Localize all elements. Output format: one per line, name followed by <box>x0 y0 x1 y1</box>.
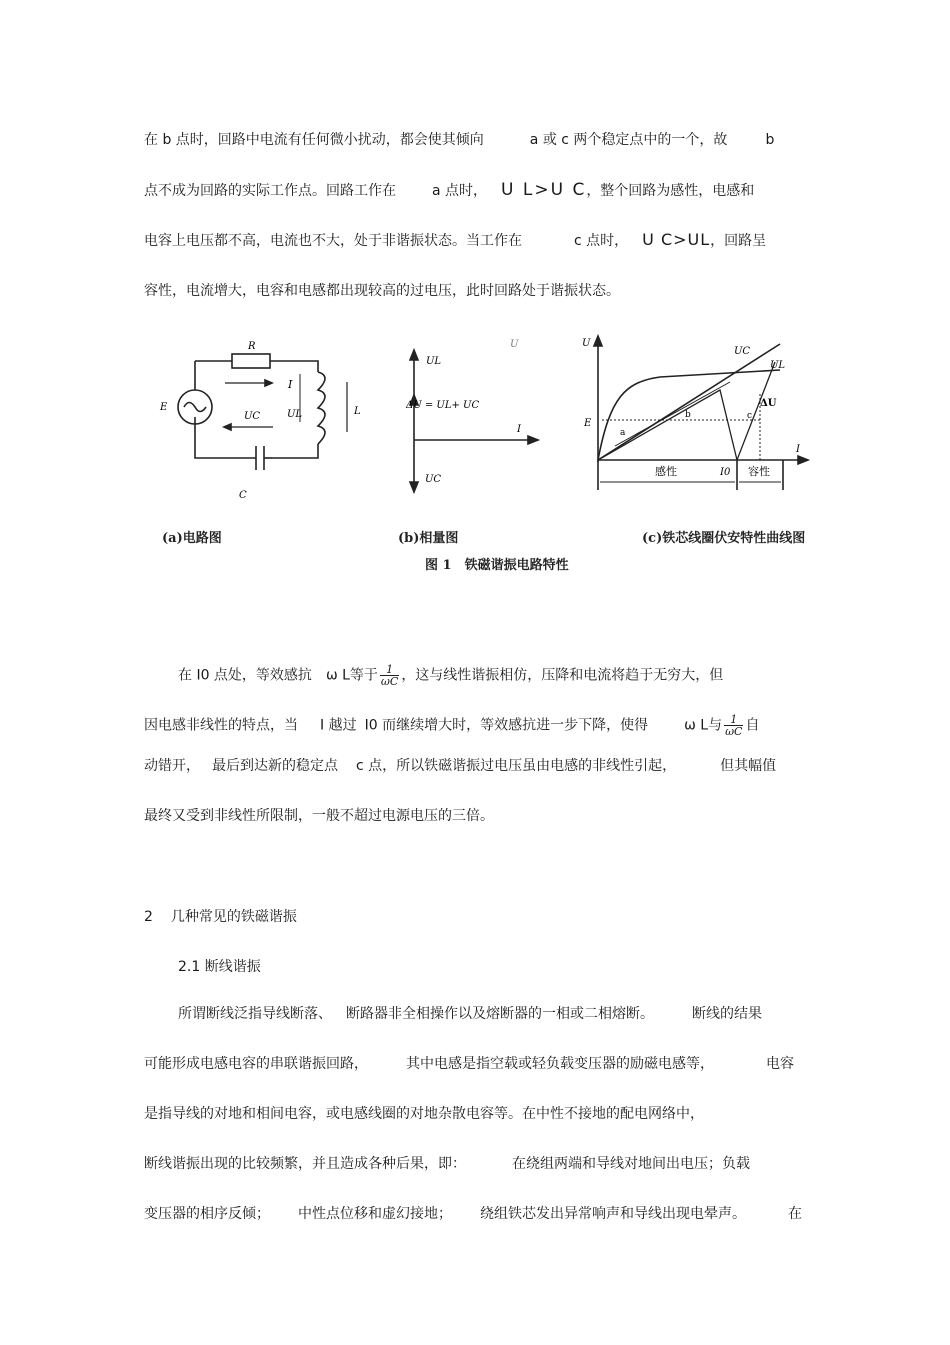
chart-label-ul: UL <box>770 360 786 371</box>
para3-line2: 可能形成电感电容的串联谐振回路， 其中电感是指空载或轻负载变压器的励磁电感等， 电容 <box>144 1056 794 1072</box>
chart-label-uc: UC <box>734 346 751 357</box>
caption-c: (c)铁芯线圈伏安特性曲线图 <box>642 531 806 546</box>
phasor-label-uc: UC <box>425 474 442 485</box>
chart-label-capacitive: 容性 <box>748 465 770 478</box>
chart-label-c: c <box>747 411 753 421</box>
label-i: I <box>288 378 293 391</box>
para3-line4: 断线谐振出现的比较频繁，并且造成各种后果，即： 在绕组两端和导线对地间出电压；负载 <box>144 1156 750 1172</box>
label-c: C <box>239 490 247 501</box>
section-heading: 2 几种常见的铁磁谐振 <box>144 909 297 925</box>
phasor-label-du: ΔU = UL+ UC <box>406 400 480 411</box>
subsection-heading: 2.1 断线谐振 <box>178 959 261 975</box>
para1-line1: 在 b 点时，回路中电流有任何微小扰动，都会使其倾向 a 或 c 两个稳定点中的一个，故 b <box>144 132 775 148</box>
para1-line2: 点不成为回路的实际工作点。回路工作在 a 点时， U L>U C，整个回路为感性，电感和 <box>144 180 755 200</box>
label-uc: UC <box>244 411 261 422</box>
chart-label-i: I <box>796 444 800 455</box>
para3-line5: 变压器的相序反倾； 中性点位移和虚幻接地； 绕组铁芯发出异常响声和导线出现电晕声。 在 <box>144 1206 802 1222</box>
phasor-label-ul: UL <box>426 356 442 367</box>
fraction-1-omega-c: $\frac{1}{\omega C}$ <box>380 663 399 688</box>
chart-label-inductive: 感性 <box>655 465 677 478</box>
para2-line3: 动错开， 最后到达新的稳定点 c 点，所以铁磁谐振过电压虽由电感的非线性引起， 但其幅值 <box>144 758 777 774</box>
para2-line2: 因电感非线性的特点，当 I 越过 I0 而继续增大时，等效感抗进一步下降，使得 ω L与 $\frac{1}{\omega C}$ 自 <box>144 713 760 738</box>
label-e: E <box>160 402 168 413</box>
caption-a: (a)电路图 <box>162 531 222 546</box>
inductor-coil <box>318 372 325 444</box>
phasor-label-i: I <box>517 424 521 435</box>
para3-line1: 所谓断线泛指导线断落、 断路器非全相操作以及熔断器的一相或二相熔断。 断线的结果 <box>178 1006 762 1022</box>
figure-ferroresonance <box>140 322 850 582</box>
formula-ul-gt-uc: U L>U C <box>501 180 587 200</box>
phasor-label-u: U <box>510 339 519 350</box>
curve-uc <box>598 344 780 460</box>
label-l: L <box>354 406 361 417</box>
chart-label-u: U <box>582 338 591 349</box>
label-ul: UL <box>287 409 303 420</box>
para1-line4: 容性，电流增大，电容和电感都出现较高的过电压，此时回路处于谐振状态。 <box>144 283 620 299</box>
para2-line4: 最终又受到非线性所限制，一般不超过电源电压的三倍。 <box>144 808 494 824</box>
chart-label-du: ΔU <box>760 398 777 409</box>
para1-line3: 电容上电压都不高，电流也不大，处于非谐振状态。当工作在 c 点时， U C>UL，回路呈 <box>144 230 767 249</box>
chart-label-i0: I0 <box>720 467 731 478</box>
chart-label-a: a <box>620 428 626 438</box>
fraction-1-omega-c-2: $\frac{1}{\omega C}$ <box>725 713 743 738</box>
para2-line1: 在 I0 点处，等效感抗 ω L等于 $\frac{1}{\omega C}$ ，这与线性谐振相仿，压降和电流将趋于无穷大，但 <box>178 663 724 688</box>
resistor-r <box>232 354 270 368</box>
label-r: R <box>248 341 256 352</box>
chart-label-e: E <box>584 418 592 429</box>
figure-svg <box>140 322 850 582</box>
caption-b: (b)相量图 <box>398 531 459 546</box>
circuit-diagram <box>178 354 347 470</box>
phasor-diagram <box>410 350 538 492</box>
para3-line3: 是指导线的对地和相间电容，或电感线圈的对地杂散电容等。在中性不接地的配电网络中， <box>144 1106 704 1122</box>
chart-label-b: b <box>685 410 691 420</box>
formula-uc-gt-ul: U C>UL <box>642 230 711 249</box>
figure-title: 图 1 铁磁谐振电路特性 <box>425 558 569 573</box>
